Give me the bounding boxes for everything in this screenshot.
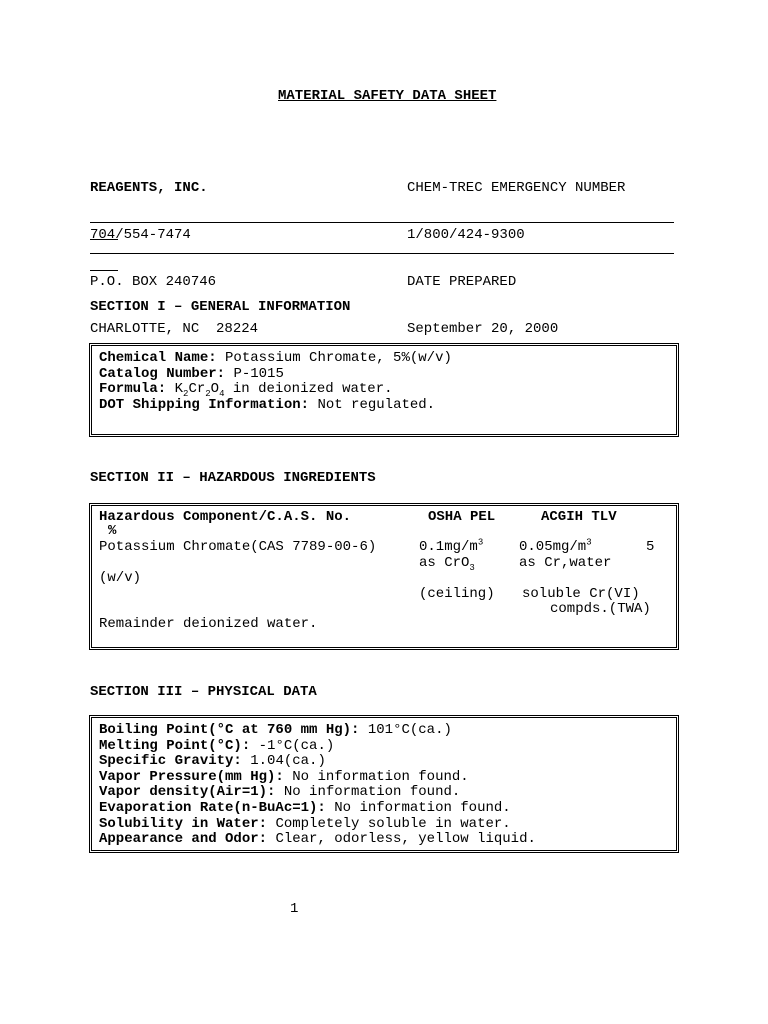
vapor-density-row: Vapor density(Air=1): No information found. [99, 784, 461, 801]
col-header-component: Hazardous Component/C.A.S. No. [99, 509, 352, 525]
melting-point-row: Melting Point(°C): -1°C(ca.) [99, 737, 335, 754]
emergency-number: 1/800/424-9300 [407, 226, 525, 243]
dot-shipping-row: DOT Shipping Information: Not regulated. [99, 396, 436, 413]
section-1-heading: SECTION I – GENERAL INFORMATION [90, 299, 351, 315]
section-2-heading: SECTION II – HAZARDOUS INGREDIENTS [90, 470, 376, 486]
catalog-number-row: Catalog Number: P-1015 [99, 365, 284, 382]
emergency-block [407, 150, 625, 353]
acgih-compds: compds.(TWA) [550, 601, 651, 617]
hazardous-ingredients-box [89, 503, 679, 650]
formula-row: Formula: $K_2Cr_2O_4$ in deionized water. [99, 381, 393, 399]
company-block [90, 150, 258, 353]
date-prepared: September 20, 2000 [407, 320, 559, 337]
remainder-note: Remainder deionized water. [99, 616, 318, 632]
general-info-box [89, 343, 679, 437]
page-number: 1 [290, 901, 299, 917]
boiling-point-row: Boiling Point(°C at 760 mm Hg): 101°C(ca.) [99, 722, 452, 738]
company-city: CHARLOTTE, NC 28224 [90, 320, 259, 337]
company-po-box: P.O. BOX 240746 [90, 273, 217, 290]
chemical-name-row: Chemical Name: Potassium Chromate, 5%(w/v) [99, 350, 452, 366]
specific-gravity-row: Specific Gravity: 1.04(ca.) [99, 753, 326, 770]
appearance-row: Appearance and Odor: Clear, odorless, yellow liquid. [99, 831, 536, 848]
osha-value: $0.1mg/m^3$ [419, 537, 484, 555]
emergency-label: CHEM-TREC EMERGENCY NUMBER [407, 180, 626, 197]
percent-value: 5 [646, 539, 655, 555]
evaporation-rate-row: Evaporation Rate(n-BuAc=1): No information found. [99, 799, 511, 816]
divider-rule-stub [90, 239, 118, 240]
osha-as: as CrO$_3$ [419, 555, 475, 573]
physical-data-box [89, 715, 679, 853]
vapor-pressure-row: Vapor Pressure(mm Hg): No information found. [99, 768, 469, 785]
company-phone: 704/554-7474 [90, 226, 191, 243]
component-name: Potassium Chromate(CAS 7789-00-6) [99, 539, 377, 555]
section-3-heading: SECTION III – PHYSICAL DATA [90, 684, 317, 700]
acgih-value: $0.05mg/m^3$ [519, 537, 592, 555]
company-name: REAGENTS, INC. [90, 180, 208, 197]
document-title: MATERIAL SAFETY DATA SHEET [278, 88, 497, 104]
acgih-as: as Cr,water [519, 555, 612, 571]
percent-unit: (w/v) [99, 570, 142, 586]
date-label: DATE PREPARED [407, 273, 517, 290]
col-header-osha: OSHA PEL [428, 509, 496, 525]
solubility-row: Solubility in Water: Completely soluble in water. [99, 815, 511, 832]
acgih-soluble: soluble Cr(VI) [522, 586, 640, 602]
divider-rule [90, 222, 674, 223]
osha-ceiling: (ceiling) [419, 586, 495, 602]
col-header-percent: % [108, 523, 117, 539]
divider-rule [90, 253, 674, 254]
divider-rule-stub [90, 270, 118, 271]
col-header-acgih: ACGIH TLV [541, 509, 617, 525]
